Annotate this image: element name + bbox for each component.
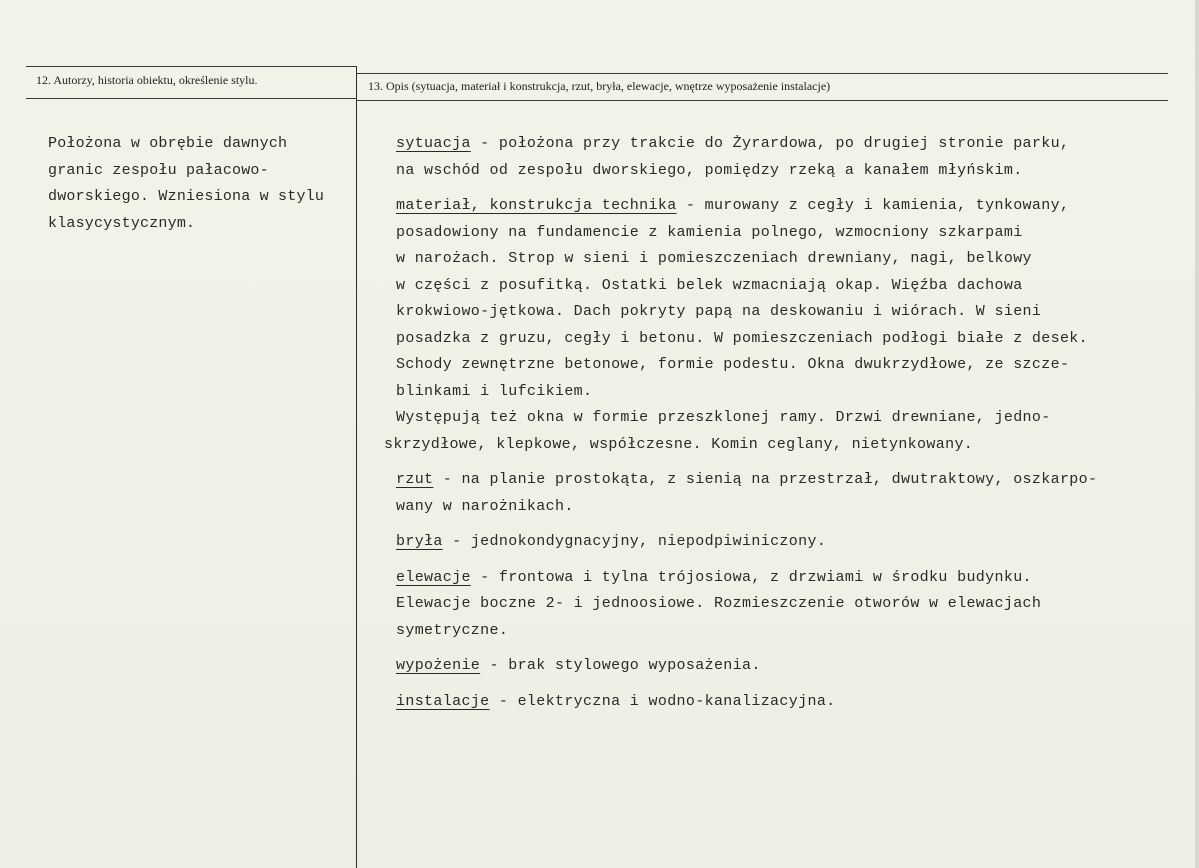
- header-rule-right-bottom: [356, 100, 1168, 101]
- description-body: [384, 131, 1176, 715]
- section-label: rzut: [396, 471, 434, 488]
- section-material: [396, 193, 1176, 220]
- left-column-text: [48, 131, 348, 237]
- section-text: - brak stylowego wyposażenia.: [480, 657, 761, 674]
- text-line: posadzka z gruzu, cegły i betonu. W pomieszczeniach podłogi białe z desek.: [396, 329, 1089, 347]
- right-column-header: 13. Opis (sytuacja, materiał i konstrukcja, rzut, bryła, elewacje, wnętrze wyposażenie instalacje): [368, 79, 831, 93]
- section-label: bryła: [396, 533, 443, 550]
- section-text: - na planie prostokąta, z sienią na przestrzał, dwutraktowy, oszkarpo-: [433, 471, 1098, 488]
- card-edge: [1195, 0, 1199, 868]
- section-text: - jednokondygnacyjny, niepodpiwiniczony.: [442, 533, 827, 550]
- section-text: - położona przy trakcie do Żyrardowa, po drugiej stronie parku,: [470, 135, 1070, 152]
- section-label: elewacje: [396, 568, 471, 586]
- section-rzut: [396, 467, 1176, 494]
- text-line: symetryczne.: [396, 621, 509, 639]
- section-elewacje: [396, 565, 1176, 592]
- section-label: materiał, konstrukcja technika: [396, 197, 677, 214]
- left-text-line: dworskiego. Wzniesiona w stylu: [48, 188, 325, 205]
- text-line: skrzydłowe, klepkowe, współczesne. Komin ceglany, nietynkowany.: [384, 435, 974, 453]
- text-line: w części z posufitką. Ostatki belek wzmacniają okap. Więźba dachowa: [396, 276, 1023, 294]
- section-sytuacja: [396, 131, 1176, 158]
- section-text: - murowany z cegły i kamienia, tynkowany,: [676, 197, 1070, 214]
- text-line: krokwiowo-jętkowa. Dach pokryty papą na deskowaniu i wiórach. W sieni: [396, 303, 1042, 320]
- header-rule-left-top: [26, 66, 356, 67]
- text-line: na wschód od zespołu dworskiego, pomiędzy rzeką a kanałem młyńskim.: [396, 161, 1023, 179]
- section-label: wypożenie: [396, 657, 481, 674]
- header-rule-left-bottom: [26, 98, 356, 99]
- section-wyposazenie: [396, 653, 1176, 680]
- text-line: w narożach. Strop w sieni i pomieszczeniach drewniany, nagi, belkowy: [396, 250, 1032, 267]
- text-line: Schody zewnętrzne betonowe, formie podestu. Okna dwukrzydłowe, ze szcze-: [396, 356, 1070, 373]
- section-text: - frontowa i tylna trójosiowa, z drzwiami w środku budynku.: [470, 568, 1032, 586]
- left-column-header: 12. Autorzy, historia obiektu, określenie stylu.: [36, 73, 258, 87]
- section-text: - elektryczna i wodno-kanalizacyjna.: [489, 692, 836, 710]
- column-divider: [356, 66, 357, 868]
- header-rule-right-top: [356, 73, 1168, 74]
- text-line: Występują też okna w formie przeszklonej ramy. Drzwi drewniane, jedno-: [396, 409, 1051, 426]
- text-line: wany w narożnikach.: [396, 497, 574, 515]
- text-line: Elewacje boczne 2- i jednoosiowe. Rozmieszczenie otworów w elewacjach: [396, 595, 1042, 612]
- section-instalacje: [396, 689, 1176, 716]
- section-label: sytuacja: [396, 135, 471, 152]
- left-text-line: granic zespołu pałacowo-: [48, 161, 269, 179]
- text-line: posadowiony na fundamencie z kamienia polnego, wzmocniony szkarpami: [396, 223, 1023, 241]
- left-text-line: klasycystycznym.: [48, 214, 196, 232]
- section-bryla: [396, 529, 1176, 556]
- text-line: blinkami i lufcikiem.: [396, 382, 593, 400]
- section-label: instalacje: [396, 692, 490, 710]
- left-text-line: Położona w obrębie dawnych: [48, 135, 288, 152]
